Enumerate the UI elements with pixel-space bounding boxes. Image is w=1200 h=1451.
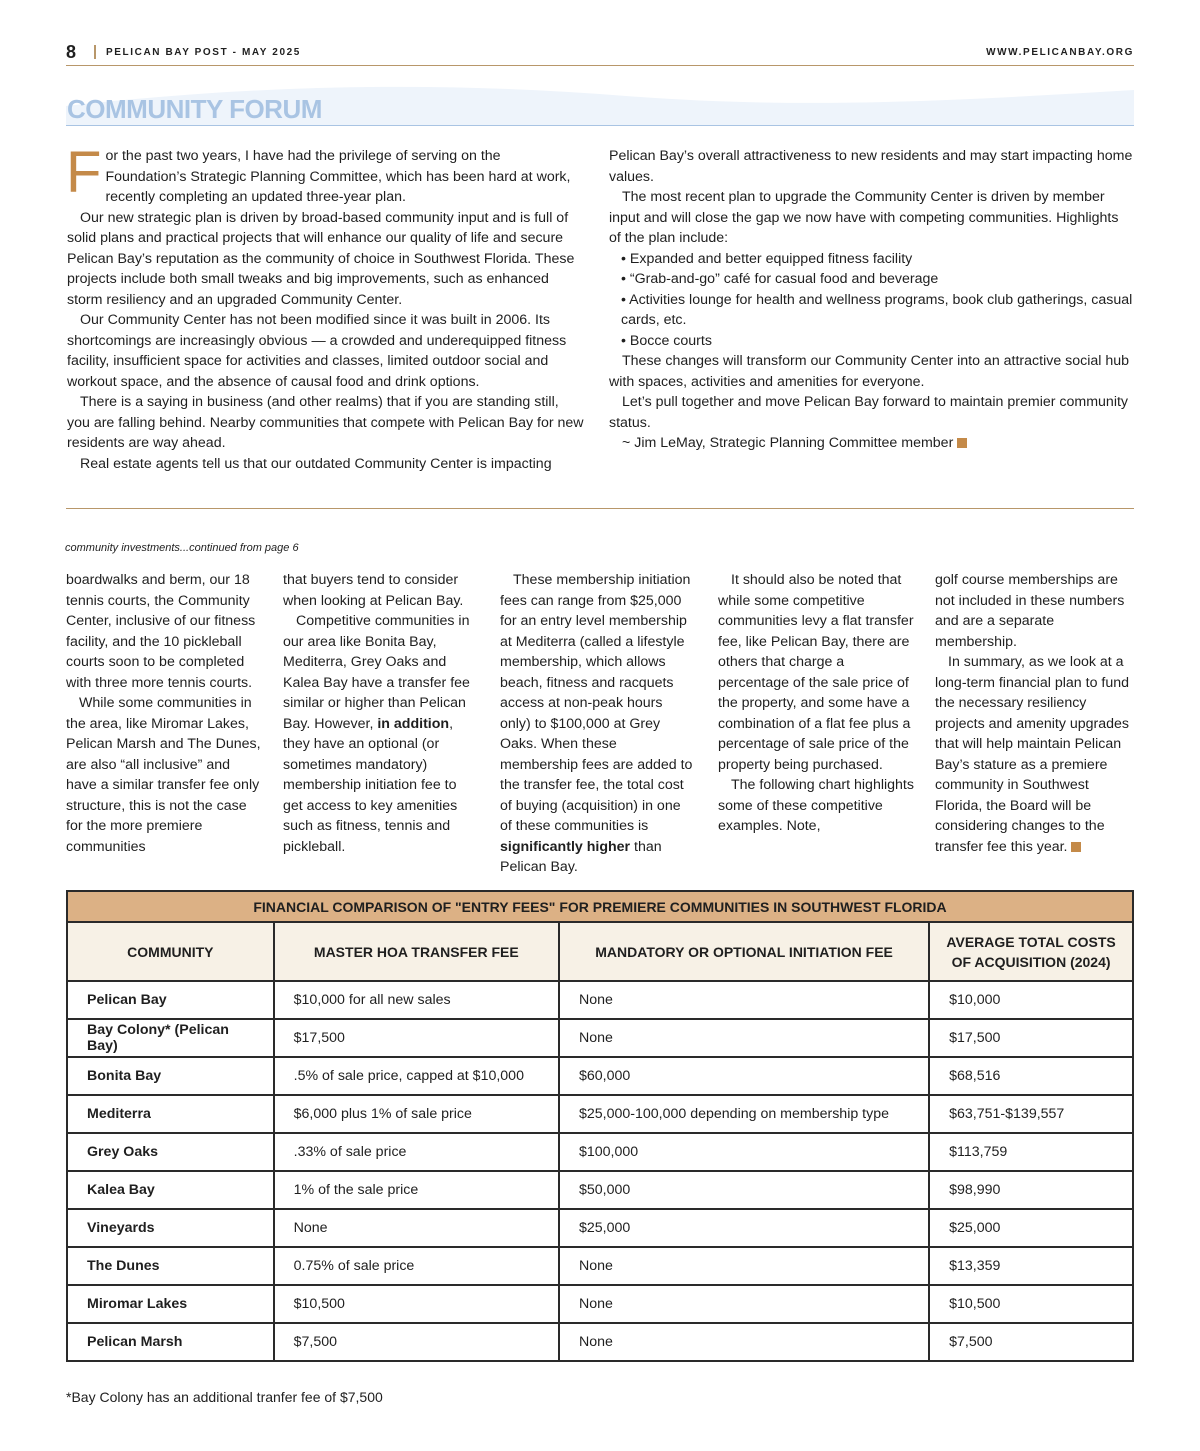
bold-text: significantly higher <box>500 838 631 855</box>
transfer-fee-cell: $7,500 <box>274 1323 559 1361</box>
bullet-item: • Activities lounge for health and wellness programs, book club gatherings, casual cards, etc. <box>621 291 1133 328</box>
transfer-fee-cell: $10,500 <box>274 1285 559 1323</box>
table-row <box>67 1247 1133 1285</box>
article-paragraph: that buyers tend to consider when looking at Pelican Bay. <box>283 572 464 609</box>
table-row <box>67 1057 1133 1095</box>
article-paragraph: While some communities in the area, like Miromar Lakes, Pelican Marsh and The Dunes, are also “all inclusive” and have a similar transfer fee only structure, this is not the case for the more premiere communities <box>66 695 261 855</box>
header-divider <box>94 45 96 59</box>
text-run: Competitive communities in our area like Bonita Bay, Mediterra, Grey Oaks and Kalea Bay have a transfer fee similar or higher than Pelican Bay. However, <box>283 613 470 732</box>
header-rule <box>66 65 1134 66</box>
total-cost-cell: $13,359 <box>929 1247 1133 1285</box>
table-row <box>67 981 1133 1019</box>
forum-paragraph: Our Community Center has not been modified since it was built in 2006. Its shortcomings are increasingly obvious — a crowded and underequipped fitness facility, insufficient space for activities and classes, limited outdoor social and workout space, and the absence of causal food and drink options. <box>67 312 567 390</box>
community-cell: Miromar Lakes <box>67 1285 274 1323</box>
continued-note: community investments...continued from page 6 <box>65 542 299 554</box>
forum-paragraph: Real estate agents tell us that our outdated Community Center is impacting <box>80 455 552 472</box>
initiation-fee-cell: None <box>559 981 929 1019</box>
forum-column-1 <box>66 140 585 474</box>
initiation-fee-cell: None <box>559 1247 929 1285</box>
forum-paragraph: or the past two years, I have had the privilege of serving on the Foundation’s Strategic Planning Committee, which has been hard at work, recently completing an updated three-year plan. <box>105 148 571 205</box>
article-paragraph <box>283 611 479 857</box>
initiation-fee-cell: $25,000-100,000 depending on membership type <box>559 1095 929 1133</box>
drop-cap: F <box>66 140 102 205</box>
column-header: MANDATORY OR OPTIONAL INITIATION FEE <box>559 922 929 981</box>
transfer-fee-cell: None <box>274 1209 559 1247</box>
article-paragraph: boardwalks and berm, our 18 tennis courts, the Community Center, inclusive of our fitness facility, and the 10 pickleball courts soon to be completed with three more tennis courts. <box>66 572 256 691</box>
author-signature <box>609 433 1134 454</box>
section-title: COMMUNITY FORUM <box>67 94 322 124</box>
forum-paragraph: Let’s pull together and move Pelican Bay forward to maintain premier community status. <box>609 394 1129 431</box>
transfer-fee-cell: 0.75% of sale price <box>274 1247 559 1285</box>
bullet-item: • Bocce courts <box>621 332 712 349</box>
transfer-fee-cell: $10,000 for all new sales <box>274 981 559 1019</box>
total-cost-cell: $25,000 <box>929 1209 1133 1247</box>
article-paragraph <box>935 652 1134 857</box>
bullet-item: • Expanded and better equipped fitness facility <box>621 250 913 267</box>
bold-text: in addition <box>377 715 450 732</box>
page-number: 8 <box>66 42 77 62</box>
total-cost-cell: $10,000 <box>929 981 1133 1019</box>
table-row <box>67 1133 1133 1171</box>
community-cell: Bonita Bay <box>67 1057 274 1095</box>
transfer-fee-cell: .33% of sale price <box>274 1133 559 1171</box>
forum-column-2 <box>609 146 1134 454</box>
website-url: WWW.PELICANBAY.ORG <box>986 47 1134 58</box>
initiation-fee-cell: $60,000 <box>559 1057 929 1095</box>
table-footnote: *Bay Colony has an additional tranfer fee of $7,500 <box>66 1389 383 1405</box>
total-cost-cell: $113,759 <box>929 1133 1133 1171</box>
total-cost-cell: $68,516 <box>929 1057 1133 1095</box>
column-header: AVERAGE TOTAL COSTS OF ACQUISITION (2024) <box>929 922 1133 981</box>
article-paragraph: golf course memberships are not included in these numbers and are a separate membership. <box>935 572 1125 650</box>
entry-fees-table <box>66 890 1134 1362</box>
forum-paragraph: The most recent plan to upgrade the Community Center is driven by member input and will close the gap we now have with competing communities. Highlights of the plan include: <box>609 189 1119 246</box>
community-cell: Pelican Bay <box>67 981 274 1019</box>
total-cost-cell: $10,500 <box>929 1285 1133 1323</box>
community-cell: Kalea Bay <box>67 1171 274 1209</box>
table-title: FINANCIAL COMPARISON OF "ENTRY FEES" FOR PREMIERE COMMUNITIES IN SOUTHWEST FLORIDA <box>67 891 1133 922</box>
column-header: COMMUNITY <box>67 922 274 981</box>
table-row <box>67 1019 1133 1057</box>
initiation-fee-cell: None <box>559 1019 929 1057</box>
table-row <box>67 1323 1133 1361</box>
transfer-fee-cell: $17,500 <box>274 1019 559 1057</box>
forum-paragraph: Pelican Bay’s overall attractiveness to new residents and may start impacting home values. <box>609 148 1133 185</box>
article-column-5 <box>935 570 1134 857</box>
initiation-fee-cell: None <box>559 1285 929 1323</box>
table-row <box>67 1171 1133 1209</box>
total-cost-cell: $98,990 <box>929 1171 1133 1209</box>
community-cell: Pelican Marsh <box>67 1323 274 1361</box>
text-run: These membership initiation fees can range from $25,000 for an entry level membership at Mediterra (called a lifestyle membership, which allows beach, fitness and racquets access at non-peak hours only) to $100,000 at Grey Oaks. When these membership fees are added to the transfer fee, the total cost of buying (acquisition) in one of these communities is <box>500 572 693 834</box>
section-title-rule <box>66 125 1134 126</box>
initiation-fee-cell: $25,000 <box>559 1209 929 1247</box>
total-cost-cell: $7,500 <box>929 1323 1133 1361</box>
community-cell: Vineyards <box>67 1209 274 1247</box>
community-cell: Grey Oaks <box>67 1133 274 1171</box>
text-run: , they have an optional (or sometimes mandatory) membership initiation fee to get access to key amenities such as fitness, tennis and pickleball. <box>283 715 458 855</box>
initiation-fee-cell: $100,000 <box>559 1133 929 1171</box>
text-run: In summary, as we look at a long-term financial plan to fund the necessary resiliency projects and amenity upgrades that will help maintain Pelican Bay’s stature as a premiere community in Southwest Florida, the Board will be considering changes to the transfer fee this year. <box>935 654 1130 855</box>
table-row <box>67 1209 1133 1247</box>
forum-paragraph: Our new strategic plan is driven by broad-based community input and is full of solid plans and practical projects that will enhance our quality of life and secure Pelican Bay’s reputation as the community of choice in Southwest Florida. These projects include both small tweaks and big improvements, such as enhanced storm resiliency and an upgraded Community Center. <box>67 209 575 308</box>
total-cost-cell: $17,500 <box>929 1019 1133 1057</box>
table-row <box>67 1285 1133 1323</box>
bullet-item: • “Grab-and-go” café for casual food and beverage <box>621 271 939 287</box>
forum-paragraph: There is a saying in business (and other realms) that if you are standing still, you are falling behind. Nearby communities that compete with Pelican Bay for new residents are way ahead. <box>67 394 584 451</box>
total-cost-cell: $63,751-$139,557 <box>929 1095 1133 1133</box>
transfer-fee-cell: 1% of the sale price <box>274 1171 559 1209</box>
section-divider <box>66 508 1134 509</box>
article-paragraph: The following chart highlights some of these competitive examples. Note, <box>718 777 914 834</box>
article-paragraph <box>500 570 696 878</box>
text-run: than Pelican Bay. <box>500 838 662 875</box>
publication-title: PELICAN BAY POST - MAY 2025 <box>106 47 301 58</box>
article-column-1 <box>66 570 262 857</box>
transfer-fee-cell: .5% of sale price, capped at $10,000 <box>274 1057 559 1095</box>
column-header: MASTER HOA TRANSFER FEE <box>274 922 559 981</box>
transfer-fee-cell: $6,000 plus 1% of sale price <box>274 1095 559 1133</box>
article-column-3 <box>500 570 696 878</box>
end-mark-icon <box>957 438 967 448</box>
initiation-fee-cell: $50,000 <box>559 1171 929 1209</box>
end-mark-icon <box>1071 842 1081 852</box>
community-cell: Mediterra <box>67 1095 274 1133</box>
community-cell: The Dunes <box>67 1247 274 1285</box>
article-paragraph: It should also be noted that while some competitive communities levy a flat transfer fee, like Pelican Bay, there are others that charge a percentage of the sale price of the property, and some have a combination of a flat fee plus a percentage of sale price of the property being purchased. <box>718 572 914 773</box>
table-row <box>67 1095 1133 1133</box>
signature-text: ~ Jim LeMay, Strategic Planning Committee member <box>622 435 954 451</box>
community-cell: Bay Colony* (Pelican Bay) <box>67 1019 274 1057</box>
article-column-4 <box>718 570 914 837</box>
initiation-fee-cell: None <box>559 1323 929 1361</box>
forum-paragraph: These changes will transform our Community Center into an attractive social hub with spaces, activities and amenities for everyone. <box>609 353 1130 390</box>
article-column-2 <box>283 570 479 857</box>
